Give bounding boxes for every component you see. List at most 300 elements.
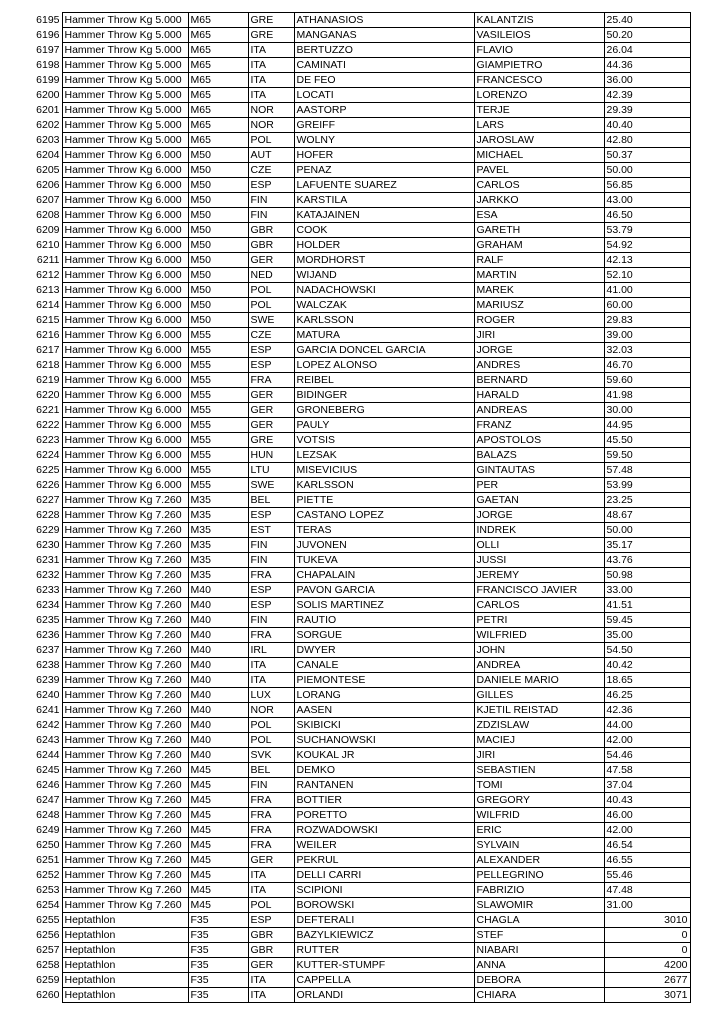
- result-cell: 46.55: [604, 853, 690, 868]
- nation-cell: ESP: [248, 358, 294, 373]
- category-cell: M55: [188, 433, 248, 448]
- event-cell: Hammer Throw Kg 6.000: [62, 478, 188, 493]
- category-cell: M65: [188, 88, 248, 103]
- result-cell: 3010: [604, 913, 690, 928]
- result-cell: 60.00: [604, 298, 690, 313]
- table-row: [0, 838, 690, 853]
- event-cell: Hammer Throw Kg 6.000: [62, 418, 188, 433]
- table-row: [0, 508, 690, 523]
- result-cell: 25.40: [604, 13, 690, 28]
- first-name-cell: NIABARI: [474, 943, 604, 958]
- surname-cell: BERTUZZO: [294, 43, 474, 58]
- surname-cell: DWYER: [294, 643, 474, 658]
- event-cell: Hammer Throw Kg 7.260: [62, 808, 188, 823]
- surname-cell: TERAS: [294, 523, 474, 538]
- surname-cell: JUVONEN: [294, 538, 474, 553]
- first-name-cell: APOSTOLOS: [474, 433, 604, 448]
- category-cell: M45: [188, 793, 248, 808]
- table-row: [0, 523, 690, 538]
- surname-cell: SORGUE: [294, 628, 474, 643]
- surname-cell: WIJAND: [294, 268, 474, 283]
- entry-number-cell: 6247: [36, 794, 60, 806]
- event-cell: Hammer Throw Kg 6.000: [62, 403, 188, 418]
- entry-number-cell: 6196: [36, 29, 60, 41]
- nation-cell: GER: [248, 853, 294, 868]
- event-cell: Hammer Throw Kg 5.000: [62, 103, 188, 118]
- entry-number-cell: 6211: [36, 254, 60, 266]
- first-name-cell: JARKKO: [474, 193, 604, 208]
- event-cell: Hammer Throw Kg 6.000: [62, 238, 188, 253]
- category-cell: M40: [188, 718, 248, 733]
- table-row: [0, 898, 690, 913]
- nation-cell: ITA: [248, 658, 294, 673]
- nation-cell: BEL: [248, 493, 294, 508]
- entry-number-cell: 6205: [36, 164, 60, 176]
- category-cell: M35: [188, 493, 248, 508]
- entry-number-cell: 6204: [36, 149, 60, 161]
- nation-cell: ESP: [248, 178, 294, 193]
- nation-cell: LTU: [248, 463, 294, 478]
- first-name-cell: GRAHAM: [474, 238, 604, 253]
- table-row: [0, 148, 690, 163]
- event-cell: Heptathlon: [62, 928, 188, 943]
- nation-cell: BEL: [248, 763, 294, 778]
- first-name-cell: FRANCISCO JAVIER: [474, 583, 604, 598]
- nation-cell: ITA: [248, 673, 294, 688]
- first-name-cell: OLLI: [474, 538, 604, 553]
- category-cell: M55: [188, 343, 248, 358]
- result-cell: 46.00: [604, 808, 690, 823]
- entry-number-cell: 6237: [36, 644, 60, 656]
- entry-number-cell: 6214: [36, 299, 60, 311]
- event-cell: Hammer Throw Kg 6.000: [62, 163, 188, 178]
- table-row: [0, 733, 690, 748]
- entry-number-cell: 6220: [36, 389, 60, 401]
- entry-number-cell: 6249: [36, 824, 60, 836]
- category-cell: M40: [188, 688, 248, 703]
- category-cell: M45: [188, 868, 248, 883]
- category-cell: M45: [188, 883, 248, 898]
- table-row: [0, 778, 690, 793]
- result-cell: 50.98: [604, 568, 690, 583]
- result-cell: 35.00: [604, 628, 690, 643]
- category-cell: M55: [188, 403, 248, 418]
- result-cell: 41.98: [604, 388, 690, 403]
- table-row: [0, 388, 690, 403]
- result-cell: 3071: [604, 988, 690, 1003]
- event-cell: Hammer Throw Kg 7.260: [62, 868, 188, 883]
- surname-cell: RANTANEN: [294, 778, 474, 793]
- table-row: [0, 193, 690, 208]
- event-cell: Hammer Throw Kg 6.000: [62, 463, 188, 478]
- entry-number-cell: 6203: [36, 134, 60, 146]
- category-cell: M45: [188, 838, 248, 853]
- entry-number-cell: 6197: [36, 44, 60, 56]
- result-cell: 55.46: [604, 868, 690, 883]
- table-row: [0, 88, 690, 103]
- entry-number-cell: 6245: [36, 764, 60, 776]
- result-cell: 57.48: [604, 463, 690, 478]
- surname-cell: PORETTO: [294, 808, 474, 823]
- surname-cell: TUKEVA: [294, 553, 474, 568]
- event-cell: Hammer Throw Kg 7.260: [62, 628, 188, 643]
- entry-number-cell: 6258: [36, 959, 60, 971]
- category-cell: M65: [188, 133, 248, 148]
- category-cell: M45: [188, 853, 248, 868]
- category-cell: M50: [188, 283, 248, 298]
- category-cell: M50: [188, 223, 248, 238]
- table-row: [0, 283, 690, 298]
- entry-number-cell: 6219: [36, 374, 60, 386]
- result-cell: 59.50: [604, 448, 690, 463]
- surname-cell: SCIPIONI: [294, 883, 474, 898]
- result-cell: 52.10: [604, 268, 690, 283]
- result-cell: 23.25: [604, 493, 690, 508]
- event-cell: Hammer Throw Kg 6.000: [62, 388, 188, 403]
- category-cell: M40: [188, 643, 248, 658]
- entry-number-cell: 6242: [36, 719, 60, 731]
- table-row: [0, 313, 690, 328]
- event-cell: Hammer Throw Kg 7.260: [62, 733, 188, 748]
- result-cell: 47.48: [604, 883, 690, 898]
- event-cell: Hammer Throw Kg 6.000: [62, 328, 188, 343]
- first-name-cell: ESA: [474, 208, 604, 223]
- result-cell: 42.80: [604, 133, 690, 148]
- surname-cell: PEKRUL: [294, 853, 474, 868]
- event-cell: Hammer Throw Kg 7.260: [62, 598, 188, 613]
- category-cell: F35: [188, 973, 248, 988]
- category-cell: M40: [188, 583, 248, 598]
- surname-cell: PENAZ: [294, 163, 474, 178]
- event-cell: Hammer Throw Kg 6.000: [62, 193, 188, 208]
- result-cell: 18.65: [604, 673, 690, 688]
- event-cell: Hammer Throw Kg 6.000: [62, 268, 188, 283]
- table-row: [0, 58, 690, 73]
- entry-number-cell: 6198: [36, 59, 60, 71]
- category-cell: M40: [188, 733, 248, 748]
- category-cell: M50: [188, 298, 248, 313]
- surname-cell: LAFUENTE SUAREZ: [294, 178, 474, 193]
- first-name-cell: FABRIZIO: [474, 883, 604, 898]
- entry-number-cell: 6257: [36, 944, 60, 956]
- nation-cell: NED: [248, 268, 294, 283]
- category-cell: M50: [188, 178, 248, 193]
- entry-number-cell: 6235: [36, 614, 60, 626]
- nation-cell: POL: [248, 733, 294, 748]
- result-cell: 43.00: [604, 193, 690, 208]
- first-name-cell: CHIARA: [474, 988, 604, 1003]
- nation-cell: FRA: [248, 568, 294, 583]
- nation-cell: ITA: [248, 58, 294, 73]
- result-cell: 32.03: [604, 343, 690, 358]
- table-row: [0, 448, 690, 463]
- event-cell: Hammer Throw Kg 7.260: [62, 718, 188, 733]
- event-cell: Hammer Throw Kg 6.000: [62, 313, 188, 328]
- result-cell: 40.40: [604, 118, 690, 133]
- entry-number-cell: 6252: [36, 869, 60, 881]
- result-cell: 43.76: [604, 553, 690, 568]
- event-cell: Hammer Throw Kg 6.000: [62, 208, 188, 223]
- category-cell: M65: [188, 28, 248, 43]
- category-cell: M65: [188, 43, 248, 58]
- entry-number-cell: 6215: [36, 314, 60, 326]
- nation-cell: FRA: [248, 838, 294, 853]
- surname-cell: BAZYLKIEWICZ: [294, 928, 474, 943]
- surname-cell: PAULY: [294, 418, 474, 433]
- category-cell: M65: [188, 118, 248, 133]
- nation-cell: POL: [248, 298, 294, 313]
- first-name-cell: JIRI: [474, 748, 604, 763]
- first-name-cell: WILFRIED: [474, 628, 604, 643]
- event-cell: Hammer Throw Kg 5.000: [62, 118, 188, 133]
- event-cell: Hammer Throw Kg 5.000: [62, 58, 188, 73]
- first-name-cell: MARTIN: [474, 268, 604, 283]
- entry-number-cell: 6223: [36, 434, 60, 446]
- entry-number-cell: 6255: [36, 914, 60, 926]
- category-cell: M50: [188, 268, 248, 283]
- category-cell: M55: [188, 418, 248, 433]
- result-cell: 44.36: [604, 58, 690, 73]
- table-row: [0, 178, 690, 193]
- nation-cell: GBR: [248, 943, 294, 958]
- surname-cell: LOCATI: [294, 88, 474, 103]
- table-row: [0, 373, 690, 388]
- first-name-cell: GARETH: [474, 223, 604, 238]
- first-name-cell: JUSSI: [474, 553, 604, 568]
- result-cell: 42.36: [604, 703, 690, 718]
- event-cell: Hammer Throw Kg 7.260: [62, 643, 188, 658]
- result-cell: 47.58: [604, 763, 690, 778]
- category-cell: F35: [188, 928, 248, 943]
- entry-number-cell: 6199: [36, 74, 60, 86]
- table-row: [0, 958, 690, 973]
- entry-number-cell: 6218: [36, 359, 60, 371]
- entry-number-cell: 6213: [36, 284, 60, 296]
- entry-number-cell: 6231: [36, 554, 60, 566]
- first-name-cell: PELLEGRINO: [474, 868, 604, 883]
- table-row: [0, 763, 690, 778]
- table-row: [0, 883, 690, 898]
- table-row: [0, 568, 690, 583]
- surname-cell: CASTANO LOPEZ: [294, 508, 474, 523]
- category-cell: M50: [188, 193, 248, 208]
- surname-cell: WEILER: [294, 838, 474, 853]
- nation-cell: ITA: [248, 73, 294, 88]
- entry-number-cell: 6201: [36, 104, 60, 116]
- entry-number-cell: 6210: [36, 239, 60, 251]
- nation-cell: AUT: [248, 148, 294, 163]
- event-cell: Hammer Throw Kg 7.260: [62, 748, 188, 763]
- result-cell: 42.00: [604, 823, 690, 838]
- surname-cell: CAMINATI: [294, 58, 474, 73]
- entry-number-cell: 6233: [36, 584, 60, 596]
- surname-cell: MISEVICIUS: [294, 463, 474, 478]
- table-row: [0, 208, 690, 223]
- nation-cell: FRA: [248, 808, 294, 823]
- nation-cell: FIN: [248, 538, 294, 553]
- table-row: [0, 358, 690, 373]
- category-cell: M65: [188, 73, 248, 88]
- result-cell: 56.85: [604, 178, 690, 193]
- event-cell: Hammer Throw Kg 7.260: [62, 838, 188, 853]
- result-cell: 42.00: [604, 733, 690, 748]
- category-cell: M35: [188, 568, 248, 583]
- surname-cell: MORDHORST: [294, 253, 474, 268]
- event-cell: Hammer Throw Kg 6.000: [62, 343, 188, 358]
- result-cell: 50.00: [604, 523, 690, 538]
- first-name-cell: CHAGLA: [474, 913, 604, 928]
- category-cell: M55: [188, 388, 248, 403]
- table-row: [0, 553, 690, 568]
- event-cell: Heptathlon: [62, 958, 188, 973]
- result-cell: 41.00: [604, 283, 690, 298]
- first-name-cell: DANIELE MARIO: [474, 673, 604, 688]
- result-cell: 50.00: [604, 163, 690, 178]
- nation-cell: ESP: [248, 508, 294, 523]
- surname-cell: SKIBICKI: [294, 718, 474, 733]
- nation-cell: HUN: [248, 448, 294, 463]
- entry-number-cell: 6260: [36, 989, 60, 1001]
- event-cell: Hammer Throw Kg 7.260: [62, 898, 188, 913]
- event-cell: Hammer Throw Kg 6.000: [62, 373, 188, 388]
- event-cell: Hammer Throw Kg 5.000: [62, 88, 188, 103]
- result-cell: 46.25: [604, 688, 690, 703]
- nation-cell: POL: [248, 898, 294, 913]
- table-row: [0, 628, 690, 643]
- table-row: [0, 253, 690, 268]
- category-cell: M55: [188, 478, 248, 493]
- first-name-cell: CARLOS: [474, 598, 604, 613]
- nation-cell: GER: [248, 403, 294, 418]
- result-cell: 59.45: [604, 613, 690, 628]
- nation-cell: NOR: [248, 118, 294, 133]
- surname-cell: AASTORP: [294, 103, 474, 118]
- nation-cell: ITA: [248, 868, 294, 883]
- surname-cell: CHAPALAIN: [294, 568, 474, 583]
- category-cell: M35: [188, 538, 248, 553]
- result-cell: 53.79: [604, 223, 690, 238]
- category-cell: M35: [188, 523, 248, 538]
- event-cell: Heptathlon: [62, 988, 188, 1003]
- result-cell: 44.95: [604, 418, 690, 433]
- nation-cell: CZE: [248, 328, 294, 343]
- nation-cell: LUX: [248, 688, 294, 703]
- nation-cell: ESP: [248, 913, 294, 928]
- category-cell: M65: [188, 103, 248, 118]
- entry-number-cell: 6244: [36, 749, 60, 761]
- table-row: [0, 103, 690, 118]
- first-name-cell: JIRI: [474, 328, 604, 343]
- nation-cell: FRA: [248, 793, 294, 808]
- surname-cell: CANALE: [294, 658, 474, 673]
- first-name-cell: ALEXANDER: [474, 853, 604, 868]
- table-row: [0, 583, 690, 598]
- nation-cell: POL: [248, 283, 294, 298]
- result-cell: 40.43: [604, 793, 690, 808]
- table-row: [0, 748, 690, 763]
- first-name-cell: DEBORA: [474, 973, 604, 988]
- nation-cell: GER: [248, 958, 294, 973]
- event-cell: Hammer Throw Kg 6.000: [62, 448, 188, 463]
- category-cell: M50: [188, 313, 248, 328]
- result-cell: 39.00: [604, 328, 690, 343]
- nation-cell: ESP: [248, 598, 294, 613]
- first-name-cell: WILFRID: [474, 808, 604, 823]
- table-row: [0, 613, 690, 628]
- entry-number-cell: 6243: [36, 734, 60, 746]
- first-name-cell: ROGER: [474, 313, 604, 328]
- first-name-cell: KJETIL REISTAD: [474, 703, 604, 718]
- table-row: [0, 823, 690, 838]
- first-name-cell: KALANTZIS: [474, 13, 604, 28]
- first-name-cell: ANNA: [474, 958, 604, 973]
- nation-cell: FIN: [248, 553, 294, 568]
- entry-number-cell: 6236: [36, 629, 60, 641]
- surname-cell: ATHANASIOS: [294, 13, 474, 28]
- entry-number-cell: 6234: [36, 599, 60, 611]
- result-cell: 54.46: [604, 748, 690, 763]
- first-name-cell: BALAZS: [474, 448, 604, 463]
- first-name-cell: VASILEIOS: [474, 28, 604, 43]
- table-row: [0, 43, 690, 58]
- result-cell: 42.39: [604, 88, 690, 103]
- entry-number-cell: 6206: [36, 179, 60, 191]
- surname-cell: VOTSIS: [294, 433, 474, 448]
- event-cell: Hammer Throw Kg 7.260: [62, 493, 188, 508]
- event-cell: Hammer Throw Kg 6.000: [62, 253, 188, 268]
- event-cell: Hammer Throw Kg 7.260: [62, 583, 188, 598]
- event-cell: Hammer Throw Kg 6.000: [62, 148, 188, 163]
- surname-cell: LORANG: [294, 688, 474, 703]
- surname-cell: GARCIA DONCEL GARCIA: [294, 343, 474, 358]
- surname-cell: REIBEL: [294, 373, 474, 388]
- event-cell: Hammer Throw Kg 7.260: [62, 568, 188, 583]
- entry-number-cell: 6232: [36, 569, 60, 581]
- entry-number-cell: 6239: [36, 674, 60, 686]
- nation-cell: ITA: [248, 988, 294, 1003]
- surname-cell: MANGANAS: [294, 28, 474, 43]
- entry-number-cell: 6256: [36, 929, 60, 941]
- first-name-cell: GILLES: [474, 688, 604, 703]
- event-cell: Hammer Throw Kg 7.260: [62, 778, 188, 793]
- nation-cell: GBR: [248, 928, 294, 943]
- category-cell: M40: [188, 598, 248, 613]
- surname-cell: DELLI CARRI: [294, 868, 474, 883]
- entry-number-cell: 6200: [36, 89, 60, 101]
- nation-cell: FIN: [248, 208, 294, 223]
- nation-cell: FIN: [248, 778, 294, 793]
- result-cell: 29.83: [604, 313, 690, 328]
- surname-cell: PAVON GARCIA: [294, 583, 474, 598]
- entry-number-cell: 6248: [36, 809, 60, 821]
- table-row: [0, 118, 690, 133]
- first-name-cell: MICHAEL: [474, 148, 604, 163]
- event-cell: Hammer Throw Kg 7.260: [62, 673, 188, 688]
- nation-cell: GER: [248, 418, 294, 433]
- first-name-cell: PAVEL: [474, 163, 604, 178]
- table-row: [0, 643, 690, 658]
- table-row: [0, 943, 690, 958]
- event-cell: Hammer Throw Kg 6.000: [62, 283, 188, 298]
- entry-number-cell: 6254: [36, 899, 60, 911]
- surname-cell: GRONEBERG: [294, 403, 474, 418]
- table-row: [0, 433, 690, 448]
- table-row: [0, 463, 690, 478]
- result-cell: 35.17: [604, 538, 690, 553]
- entry-number-cell: 6217: [36, 344, 60, 356]
- event-cell: Hammer Throw Kg 7.260: [62, 823, 188, 838]
- result-cell: 54.92: [604, 238, 690, 253]
